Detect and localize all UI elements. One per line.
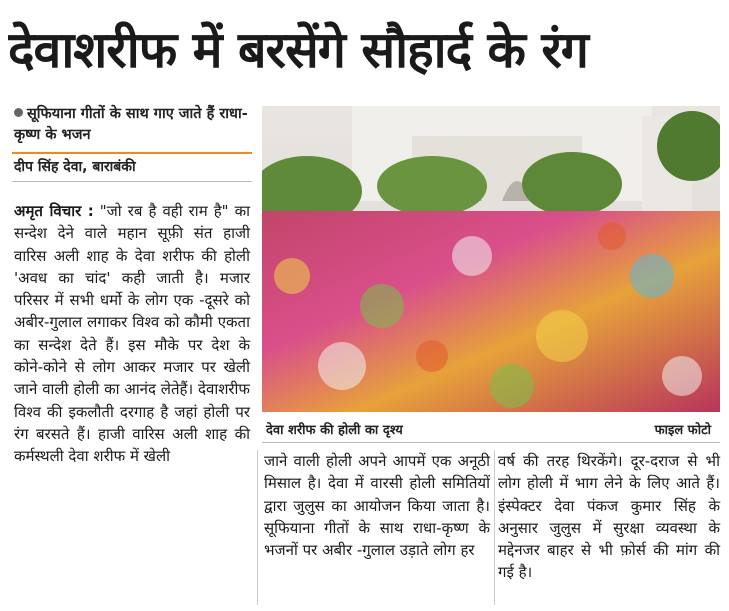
photo-caption: देवा शरीफ की होली का दृश्य [266, 423, 403, 438]
article-column-2: जाने वाली होली अपने आपमें एक अनूठी मिसाल है। देवा में वारसी होली समितियों द्वारा जुलुस का आयोजन किया जाता है। सूफियाना गीतों के साथ राधा-कृष्ण के भजनों पर अबीर -गुलाल उड़ाते लोग हर [264, 452, 490, 560]
caption-divider [262, 442, 720, 443]
article-column-1 [14, 200, 250, 468]
byline-divider [12, 181, 252, 182]
subheadline [14, 104, 250, 146]
column-divider [494, 450, 495, 605]
holi-crowd-photo [262, 106, 720, 412]
column-divider [257, 450, 258, 605]
article-column-3: वर्ष की तरह थिरकेंगे। दूर-दराज से भी लोग होली में भाग लेने के लिए आते हैं।इंस्पेक्टर देवा पंकज कुमार सिंह के अनुसार जुलुस में सुरक्षा व्यवस्था के मद्देनजर बाहर से भी फ़ोर्स की मांग की गई है। [498, 452, 720, 582]
bullet-icon [14, 108, 23, 117]
article-column-1-text: "जो रब है वही राम है" का सन्देश देने वाले महान सूफ़ी संत हाजी वारिस अली शाह के देवा शरीफ की होली 'अवध का चांद' कही जाती है। मजार परिसर में सभी धर्मो के लोग एक -दूसरे को अबीर-गुलाल लगाकर विश्व को कौमी एकता का सन्देश देते हैं। इस मौके पर देश के कोने-कोने से लोग आकर मजार पर खेली जाने वाली होली का आनंद लेतेहैं। देवाशरीफ विश्व की इकलौती दरगाह है जहां होली पर रंग बरसते हैं। हाजी वारिस अली शाह की कर्मस्थली देवा शरीफ में खेली [14, 202, 250, 466]
photo-credit: फाइल फोटो [654, 423, 711, 438]
accent-divider [12, 152, 252, 154]
subheadline-text: सूफियाना गीतों के साथ गाए जाते हैं राधा-कृष्ण के भजन [14, 106, 248, 143]
byline: दीप सिंह देवा, बाराबंकी [14, 159, 136, 175]
article-lead: अमृत विचार : [14, 202, 94, 220]
headline: देवाशरीफ में बरसेंगे सौहार्द के रंग [8, 21, 588, 79]
